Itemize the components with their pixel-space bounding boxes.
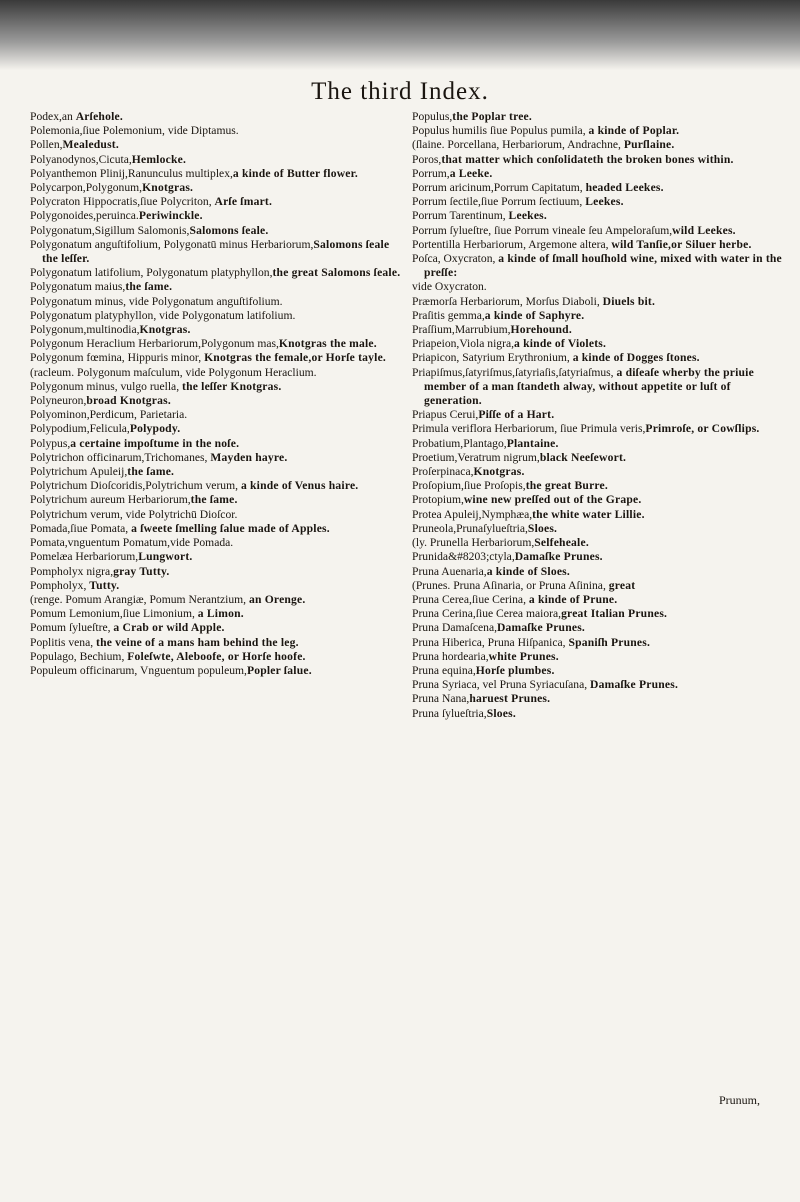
index-entry [30,209,402,223]
english-gloss: Hemlocke. [131,152,187,166]
index-entry [30,621,402,635]
english-gloss: a kinde of ſmall houſhold wine, mixed with water in the preſſe: [424,252,782,280]
latin-term: Porrum aricinum,Porrum Capitatum, [412,181,586,195]
latin-term: Poplitis vena, [30,635,97,649]
index-entry [412,451,784,465]
index-entry [412,707,784,721]
latin-term: Proſopium,ſiue Proſopis, [412,479,526,493]
english-gloss: Sloes. [527,521,558,535]
index-entry [412,607,784,621]
index-entry [412,493,784,507]
english-gloss: the veine of a mans ham behind the leg. [96,635,299,649]
index-entry [412,550,784,564]
english-gloss: Knotgras the male. [278,337,377,351]
latin-term: Praſſium,Marrubium, [412,323,511,337]
index-entry [412,664,784,678]
index-entry [30,380,402,394]
latin-term: Polygonatum platyphyllon, vide Polygonatum latifolium. [30,308,296,322]
english-gloss: a kinde of Poplar. [588,124,680,138]
latin-term: Pruna Cerina,ſiue Cerea maiora, [412,607,562,621]
index-entry [30,493,402,507]
latin-term: Priapicon, Satyrium Erythronium, [412,351,573,365]
latin-term: Polygonoides,peruinca. [30,209,139,223]
index-entry [412,224,784,238]
latin-term: Polygonum minus, vulgo ruella, [30,379,183,393]
index-entry [30,280,402,294]
index-entry [412,650,784,664]
index-entry [412,209,784,223]
index-entry [412,252,784,280]
english-gloss: a diſeaſe wherby the priuie member of a man ſtandeth alway, without appetite or luſt of generation. [424,365,754,408]
latin-term: Polygonum Heraclium Herbariorum,Polygonum mas, [30,337,279,351]
index-entry [412,593,784,607]
latin-term: Pruna ſylueſtria, [412,706,487,720]
latin-term: Polygonatum maius, [30,280,126,294]
index-entry [412,195,784,209]
latin-term: Proetium,Veratrum nigrum, [412,450,540,464]
index-entry [30,309,402,323]
latin-term: Polygonatum,Sigillum Salomonis, [30,223,190,237]
latin-term: (ſlaine. Porcellana, Herbariorum, Andrachne, [412,138,624,152]
latin-term: Pompholyx, [30,578,90,592]
index-entry [30,153,402,167]
english-gloss: Periwinckle. [138,209,203,223]
english-gloss: headed Leekes. [585,181,664,195]
english-gloss: a Limon. [197,607,244,621]
english-gloss: Damaſke Prunes. [590,678,679,692]
index-entry [30,110,402,124]
index-entry [30,422,402,436]
latin-term: Polypodium,Felicula, [30,422,130,436]
index-entry [412,636,784,650]
english-gloss: an Orenge. [248,592,306,606]
english-gloss: Piſſe of a Hart. [478,408,555,422]
english-gloss: wild Tanſie,or Siluer herbe. [611,237,752,251]
latin-term: Polytrichum aureum Herbariorum, [30,493,191,507]
latin-term: Porrum ſylueſtre, ſiue Porrum vineale ſeu Ampeloraſum, [412,223,673,237]
english-gloss: Arſe ſmart. [214,195,273,209]
latin-term: Poſca, Oxycraton, [412,252,499,266]
english-gloss: Knotgras the female,or Horſe tayle. [204,351,387,365]
index-entry [30,437,402,451]
latin-term: Pompholyx nigra, [30,564,114,578]
english-gloss: Damaſke Prunes. [514,550,603,564]
index-entry [412,167,784,181]
english-gloss: Foleſwte, Aleboofe, or Horſe hoofe. [127,649,306,663]
latin-term: Polygonum,multinodia, [30,323,140,337]
latin-term: Populus humilis ſiue Populus pumila, [412,124,589,138]
latin-term: Præmorſa Herbariorum, Morſus Diaboli, [412,294,603,308]
latin-term: (renge. Pomum Arangiæ, Pomum Nerantzium, [30,592,249,606]
latin-term: vide Oxycraton. [412,280,487,294]
latin-term: Pomelæa Herbariorum, [30,550,139,564]
english-gloss: Knotgras. [142,181,194,195]
latin-term: Praſitis gemma, [412,308,485,322]
index-entry [30,508,402,522]
index-entry [30,167,402,181]
english-gloss: Mayden hayre. [210,450,288,464]
latin-term: Populeum officinarum, Vnguentum populeum, [30,663,247,677]
latin-term: Pruna Nana, [412,692,470,706]
english-gloss: Leekes. [585,195,624,209]
english-gloss: a Crab or wild Apple. [113,621,225,635]
latin-term: Pruna Auenaria, [412,564,487,578]
index-entry [30,593,402,607]
english-gloss: wild Leekes. [672,223,736,237]
index-entry [30,295,402,309]
english-gloss: the ſame. [125,280,173,294]
latin-term: Pruna Syriaca, vel Pruna Syriacuſana, [412,678,591,692]
latin-term: Priapiſmus,ſatyriſmus,ſatyriaſis,ſatyriaſmus, [412,365,617,379]
index-entry [412,124,784,138]
english-gloss: the white water Lillie. [532,507,645,521]
latin-term: Polypus, [30,436,71,450]
latin-term: Pruna equina, [412,663,476,677]
english-gloss: a certaine impoſtume in the noſe. [70,436,240,450]
english-gloss: Primroſe, or Cowſlips. [645,422,760,436]
english-gloss: gray Tutty. [113,564,170,578]
english-gloss: the leſſer Knotgras. [182,379,282,393]
latin-term: Proſerpinaca, [412,465,474,479]
latin-term: Polytrichon officinarum,Trichomanes, [30,450,211,464]
latin-term: Populago, Bechium, [30,649,128,663]
right-column [412,110,784,721]
index-entry [412,621,784,635]
latin-term: Prunida&#8203;ctyla, [412,550,515,564]
latin-term: Polyanthemon Plinij,Ranunculus multiplex, [30,166,233,180]
english-gloss: Spaniſh Prunes. [568,635,651,649]
english-gloss: Arſehole. [75,110,123,123]
english-gloss: great [608,578,636,592]
index-entry [30,266,402,280]
latin-term: Priapeion,Viola nigra, [412,337,515,351]
latin-term: Portentilla Herbariorum, Argemone altera, [412,237,612,251]
index-entry [412,408,784,422]
index-entry [30,224,402,238]
index-entry [412,295,784,309]
latin-term: Polycraton Hippocratis,ſiue Polycriton, [30,195,215,209]
index-entry [30,650,402,664]
english-gloss: a kinde of Butter flower. [232,166,359,180]
english-gloss: the great Salomons ſeale. [272,266,401,280]
english-gloss: white Prunes. [488,649,559,663]
index-entry [412,351,784,365]
latin-term: Polemonia,ſiue Polemonium, vide Diptamus. [30,124,239,138]
index-entry [30,323,402,337]
english-gloss: the great Burre. [525,479,608,493]
index-entry [412,678,784,692]
latin-term: (ly. Prunella Herbariorum, [412,536,535,550]
index-entry [30,479,402,493]
index-entry [30,366,402,380]
index-entry [412,536,784,550]
index-entry [30,465,402,479]
page-title: The third Index. [311,78,489,105]
index-entry [412,508,784,522]
english-gloss: a kinde of Venus haire. [240,479,359,493]
latin-term: Polytrichum Dioſcoridis,Polytrichum verum, [30,479,241,493]
latin-term: Pomum ſylueſtre, [30,621,114,635]
english-gloss: the ſame. [190,493,238,507]
index-entry [412,309,784,323]
english-gloss: that matter which conſolidateth the broken bones within. [441,152,734,166]
english-gloss: Tutty. [89,578,120,592]
english-gloss: Horſe plumbes. [475,663,555,677]
latin-term: Podex,an [30,110,76,123]
english-gloss: broad Knotgras. [86,394,171,408]
latin-term: Polygonatum minus, vide Polygonatum anguſtifolium. [30,294,283,308]
index-entry [30,636,402,650]
latin-term: (Prunes. Pruna Aſinaria, or Pruna Aſinina, [412,578,609,592]
index-entry [412,181,784,195]
index-entry [30,181,402,195]
index-entry [30,337,402,351]
latin-term: Pomata,vnguentum Pomatum,vide Pomada. [30,536,234,550]
latin-term: Primula veriflora Herbariorum, ſiue Primula veris, [412,422,646,436]
index-entry [30,522,402,536]
latin-term: Polygonatum anguſtifolium, Polygonatū minus Herbariorum, [30,237,314,251]
english-gloss: Mealedust. [62,138,119,152]
english-gloss: Plantaine. [506,436,559,450]
latin-term: Polygonum fœmina, Hippuris minor, [30,351,205,365]
left-column [30,110,402,678]
index-entry [412,422,784,436]
english-gloss: Salomons ſeale. [189,223,269,237]
index-entry [412,479,784,493]
latin-term: Polyneuron, [30,394,87,408]
index-entry [412,437,784,451]
latin-term: Pomum Lemonium,ſiue Limonium, [30,607,198,621]
index-entry [412,366,784,409]
index-entry [30,351,402,365]
index-entry [30,124,402,138]
english-gloss: a ſweete ſmelling ſalue made of Apples. [131,521,330,535]
index-entry [30,607,402,621]
index-entry [412,280,784,294]
english-gloss: a kinde of Dogges ſtones. [572,351,700,365]
index-entry [412,323,784,337]
english-gloss: Knotgras. [473,465,525,479]
latin-term: Polygonatum latifolium, Polygonatum platyphyllon, [30,266,273,280]
latin-term: (racleum. Polygonum maſculum, vide Polygonum Heraclium. [30,365,317,379]
latin-term: Porrum ſectile,ſiue Porrum ſectiuum, [412,195,586,209]
index-entry [30,579,402,593]
latin-term: Pruna Hiberica, Pruna Hiſpanica, [412,635,569,649]
english-gloss: Lungwort. [138,550,193,564]
index-entry [30,195,402,209]
latin-term: Polyanodynos,Cicuta, [30,152,132,166]
latin-term: Protopium, [412,493,464,507]
index-entry [412,579,784,593]
index-entry [412,522,784,536]
english-gloss: haruest Prunes. [469,692,551,706]
english-gloss: Sloes. [486,706,516,720]
index-entry [412,565,784,579]
latin-term: Pruneola,Prunaſylueſtria, [412,521,528,535]
english-gloss: Purſlaine. [623,138,675,152]
latin-term: Priapus Cerui, [412,408,479,422]
english-gloss: a kinde of Prune. [528,592,618,606]
latin-term: Poros, [412,152,442,166]
index-entry [412,138,784,152]
index-entry [30,394,402,408]
index-entry [30,451,402,465]
english-gloss: wine new preſſed out of the Grape. [463,493,642,507]
latin-term: Porrum, [412,166,450,180]
index-entry [412,692,784,706]
latin-term: Polytrichum verum, vide Polytrichū Dioſcor. [30,507,238,521]
latin-term: Porrum Tarentinum, [412,209,509,223]
english-gloss: Knotgras. [139,323,191,337]
index-entry [412,110,784,124]
english-gloss: Popler ſalue. [246,663,312,677]
latin-term: Pruna Damaſcena, [412,621,497,635]
index-entry [30,664,402,678]
latin-term: Pollen, [30,138,63,152]
latin-term: Polytrichum Apuleij, [30,465,128,479]
latin-term: Polycarpon,Polygonum, [30,181,143,195]
latin-term: Protea Apuleij,Nymphæa, [412,507,533,521]
english-gloss: Salomons ſeale the leſſer. [42,237,390,266]
english-gloss: Polypody. [129,422,181,436]
english-gloss: the Poplar tree. [452,110,533,123]
index-entry [30,565,402,579]
latin-term: Probatium,Plantago, [412,436,507,450]
english-gloss: a kinde of Sloes. [486,564,570,578]
index-entry [30,536,402,550]
english-gloss: a kinde of Saphyre. [484,308,585,322]
english-gloss: Diuels bit. [602,294,656,308]
catchword: Prunum, [718,1093,760,1107]
index-entry [412,238,784,252]
latin-term: Pruna hordearia, [412,649,489,663]
index-entry [412,153,784,167]
scan-shadow [0,0,800,70]
index-entry [30,138,402,152]
english-gloss: a kinde of Violets. [514,337,607,351]
index-entry [412,465,784,479]
latin-term: Pomada,ſiue Pomata, [30,521,132,535]
english-gloss: Selfeheale. [534,536,589,550]
latin-term: Pruna Cerea,ſiue Cerina, [412,592,529,606]
english-gloss: Leekes. [508,209,547,223]
english-gloss: Horehound. [510,323,572,337]
english-gloss: the ſame. [127,465,175,479]
index-entry [412,337,784,351]
index-entry [30,550,402,564]
latin-term: Polyominon,Perdicum, Parietaria. [30,408,188,422]
english-gloss: great Italian Prunes. [561,607,668,621]
index-entry [30,238,402,266]
english-gloss: a Leeke. [449,166,493,180]
english-gloss: Damaſke Prunes. [496,621,586,635]
index-entry [30,408,402,422]
latin-term: Populus, [412,110,453,123]
english-gloss: black Neeſewort. [539,450,627,464]
